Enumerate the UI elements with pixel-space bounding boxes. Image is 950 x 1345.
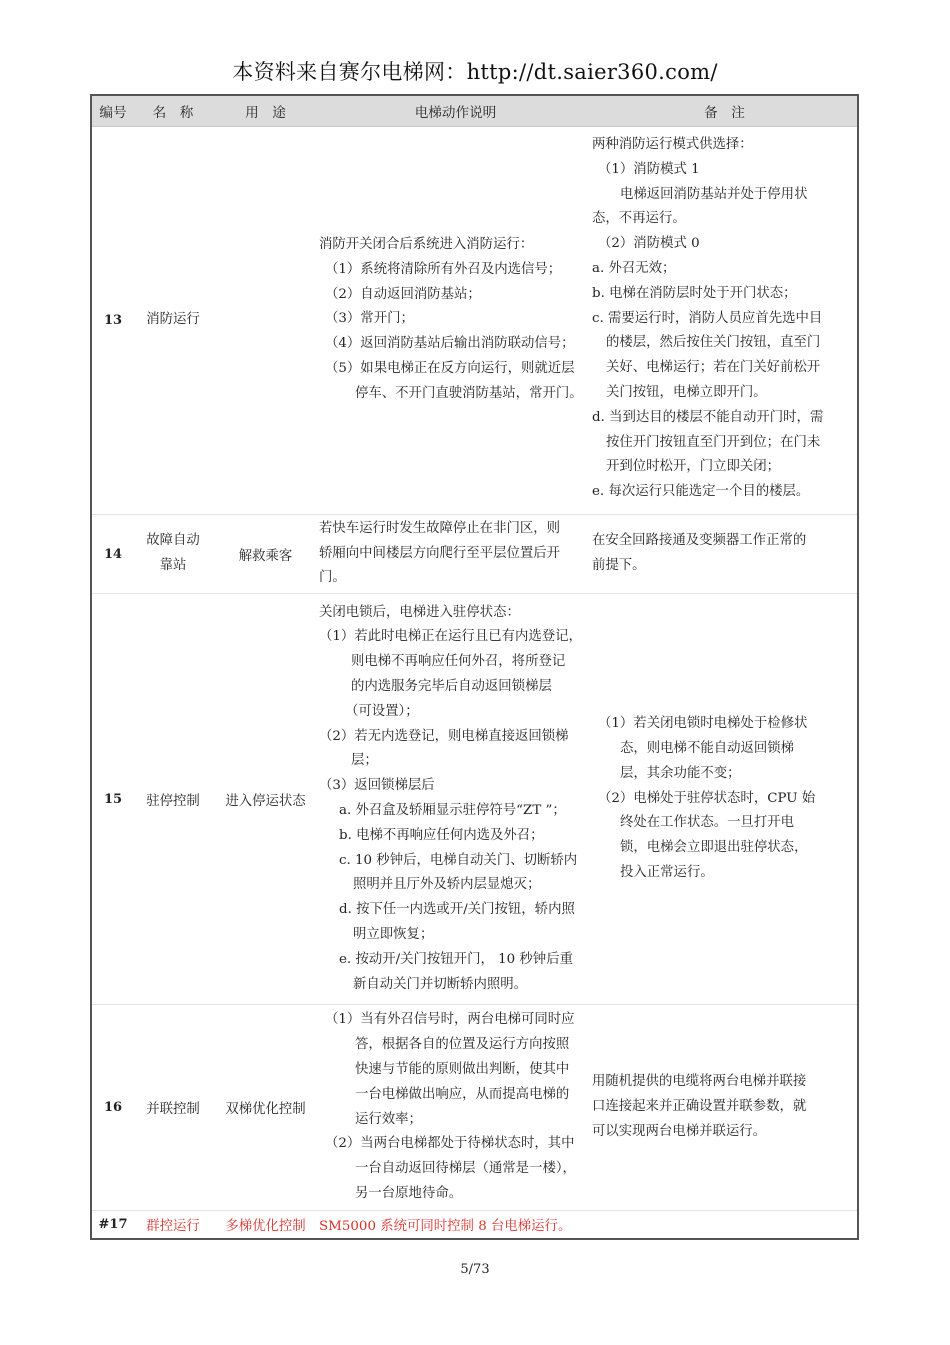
action-line: （2）当两台电梯都处于待梯状态时，其中 xyxy=(325,1136,575,1152)
action-line: （2）若无内选登记，则电梯直接返回锁梯 xyxy=(319,728,569,744)
page-header-source: 本资料来自赛尔电梯网：http://dt.saier360.com/ xyxy=(232,60,718,84)
action-line: 一台自动返回待梯层（通常是一楼）， xyxy=(355,1161,576,1177)
action-line: 答，根据各自的位置及运行方向按照 xyxy=(355,1037,570,1053)
action-line: e. 按动开/关门按钮开门， 10 秒钟后重 xyxy=(339,951,573,967)
table-row-highlighted xyxy=(91,1211,858,1239)
action-line: 若快车运行时发生故障停止在非门区，则 xyxy=(319,520,561,536)
action-line: （2）自动返回消防基站； xyxy=(325,286,481,302)
action-line: 轿厢向中间楼层方向爬行至平层位置后开 xyxy=(319,545,561,561)
column-header-remarks: 备 注 xyxy=(592,95,858,127)
table-row xyxy=(91,594,858,1005)
column-header-purpose: 用 途 xyxy=(212,95,319,127)
action-line: 层； xyxy=(351,753,378,769)
action-line: 运行效率； xyxy=(355,1111,422,1127)
action-line: （可设置）； xyxy=(345,703,419,719)
row-name xyxy=(134,515,212,594)
action-line: （3）返回锁梯层后 xyxy=(319,778,435,794)
table-header-row xyxy=(91,95,858,127)
row-purpose: 多梯优化控制 xyxy=(225,1218,306,1234)
remark-line: 终处在工作状态。一旦打开电 xyxy=(620,815,795,831)
row-name: 驻停控制 xyxy=(134,594,212,1005)
action-line: d. 按下任一内选或开/关门按钮，轿内照 xyxy=(339,902,575,918)
remark-line: 态，则电梯不能自动返回锁梯 xyxy=(620,741,795,756)
row-remarks xyxy=(592,1211,858,1239)
row-name xyxy=(134,127,212,515)
remark-line: 层，其余功能不变； xyxy=(620,765,741,781)
page-number: 5/73 xyxy=(460,1262,490,1277)
action-line: （3）常开门； xyxy=(325,311,414,327)
row-name-line: 消防运行 xyxy=(146,312,200,328)
action-line: 明立即恢复； xyxy=(353,926,434,942)
action-line: 一台电梯做出响应，从而提高电梯的 xyxy=(355,1086,570,1102)
row-purpose: 双梯优化控制 xyxy=(212,1005,319,1211)
row-action: SM5000 系统可同时控制 8 台电梯运行。 xyxy=(319,1218,572,1234)
remark-line: （1）若关闭电锁时电梯处于检修状 xyxy=(598,716,808,732)
action-line: b. 电梯不再响应任何内选及外召； xyxy=(339,827,544,843)
row-action xyxy=(319,127,592,515)
row-purpose: 进入停运状态 xyxy=(212,594,319,1005)
remark-line: 按住开门按钮直至门开到位；在门未 xyxy=(606,434,821,450)
action-line: 则电梯不再响应任何外召，将所登记 xyxy=(351,654,566,670)
action-line: （5）如果电梯正在反方向运行，则就近层 xyxy=(325,360,575,376)
remark-line: a. 外召无效； xyxy=(592,260,676,276)
row-purpose xyxy=(212,127,319,515)
remark-line: e. 每次运行只能选定一个目的楼层。 xyxy=(592,484,810,500)
action-line: 新自动关门并切断轿内照明。 xyxy=(353,976,528,992)
remark-line: c. 需要运行时，消防人员应首先选中目 xyxy=(592,310,823,326)
table-row xyxy=(91,127,858,515)
row-name: 群控运行 xyxy=(146,1218,200,1234)
remark-line: （1）消防模式 1 xyxy=(598,161,700,177)
action-line: （1）系统将清除所有外召及内选信号； xyxy=(325,261,562,277)
elevator-function-table xyxy=(90,94,859,1240)
remark-line: d. 当到达目的楼层不能自动开门时，需 xyxy=(592,409,824,425)
remark-line: 两种消防运行模式供选择： xyxy=(592,137,753,152)
action-line: c. 10 秒钟后，电梯自动关门、切断轿内 xyxy=(339,852,578,868)
column-header-number: 编号 xyxy=(91,95,134,127)
action-line: （1）若此时电梯正在运行且已有内选登记， xyxy=(319,629,582,645)
row-number: 15 xyxy=(91,594,134,1005)
action-line: 门。 xyxy=(319,570,346,586)
remark-line: 关门按钮，电梯立即开门。 xyxy=(606,384,767,400)
action-line: 照明并且厅外及轿内层显熄灭； xyxy=(353,877,541,893)
row-number: 14 xyxy=(91,515,134,594)
remark-line: 在安全回路接通及变频器工作正常的 xyxy=(592,533,807,549)
row-action xyxy=(319,1005,592,1211)
table-row xyxy=(91,515,858,594)
action-line: 停车、不开门直驶消防基站，常开门。 xyxy=(355,385,583,401)
remark-line: 锁，电梯会立即退出驻停状态， xyxy=(620,840,808,856)
column-header-name: 名 称 xyxy=(134,95,212,127)
row-name-line: 靠站 xyxy=(159,558,187,573)
row-number: #17 xyxy=(98,1216,128,1232)
remark-line: 口连接起来并正确设置并联参数，就 xyxy=(592,1099,807,1115)
remark-line: 电梯返回消防基站并处于停用状 xyxy=(620,186,808,202)
row-purpose: 解救乘客 xyxy=(212,515,319,594)
column-header-action: 电梯动作说明 xyxy=(319,95,592,127)
row-action xyxy=(319,515,592,594)
remark-line: 可以实现两台电梯并联运行。 xyxy=(592,1123,767,1139)
action-line: 的内选服务完毕后自动返回锁梯层 xyxy=(351,679,552,695)
row-number: 16 xyxy=(91,1005,134,1211)
action-line: 另一台原地待命。 xyxy=(355,1185,463,1201)
row-remarks xyxy=(592,1005,858,1211)
row-name-line: 故障自动 xyxy=(146,533,200,549)
row-number: 13 xyxy=(91,127,134,515)
remark-line: 开到位时松开，门立即关闭； xyxy=(606,459,781,475)
row-name: 并联控制 xyxy=(134,1005,212,1211)
table-row xyxy=(91,1005,858,1211)
remark-line: 投入正常运行。 xyxy=(620,864,714,880)
remark-line: 关好、电梯运行；若在门关好前松开 xyxy=(606,360,821,376)
remark-line: 态，不再运行。 xyxy=(592,211,686,227)
remark-line: （2）消防模式 0 xyxy=(598,236,700,252)
remark-line: 的楼层，然后按住关门按钮，直至门 xyxy=(606,335,821,351)
action-line: 关闭电锁后，电梯进入驻停状态： xyxy=(319,604,520,620)
remark-line: b. 电梯在消防层时处于开门状态； xyxy=(592,285,797,301)
row-action xyxy=(319,594,592,1005)
action-line: a. 外召盒及轿厢显示驻停符号“ZT ”； xyxy=(339,803,566,818)
action-line: 消防开关闭合后系统进入消防运行： xyxy=(319,237,534,252)
action-line: （1）当有外召信号时，两台电梯可同时应 xyxy=(325,1012,575,1028)
row-remarks xyxy=(592,127,858,515)
action-line: 快速与节能的原则做出判断，使其中 xyxy=(355,1061,570,1077)
remark-line: 用随机提供的电缆将两台电梯并联接 xyxy=(592,1074,807,1090)
remark-line: （2）电梯处于驻停状态时，CPU 始 xyxy=(598,790,816,806)
row-remarks xyxy=(592,594,858,1005)
remark-line: 前提下。 xyxy=(592,558,646,573)
action-line: （4）返回消防基站后输出消防联动信号； xyxy=(325,336,575,352)
row-remarks xyxy=(592,515,858,594)
